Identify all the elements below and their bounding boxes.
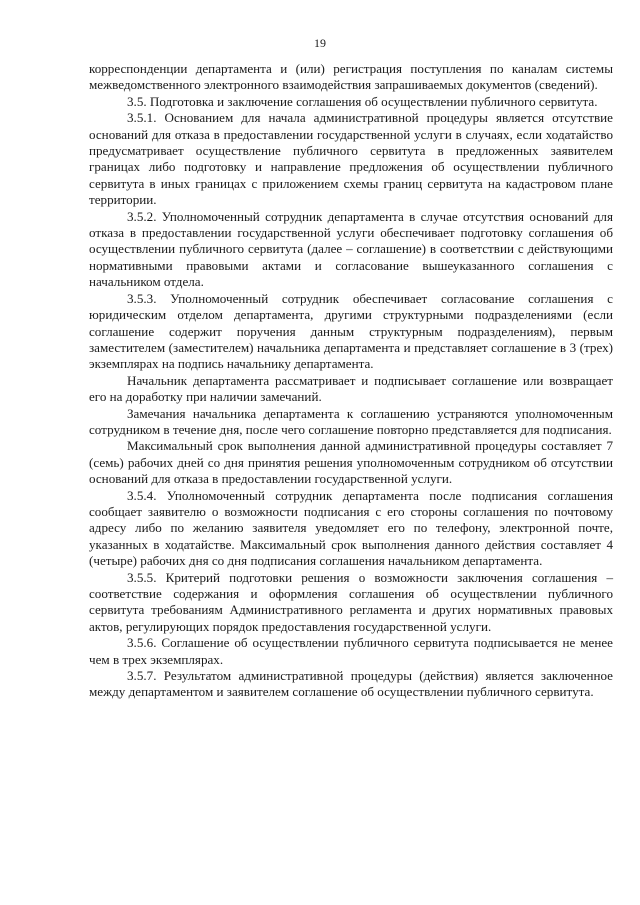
paragraph-3-5: 3.5. Подготовка и заключение соглашения об осуществлении публичного сервитута. [127,93,598,109]
paragraph-3-5-7: 3.5.7. Результатом административной процедуры (действия) является заключенное между департаментом и заявителем соглашение об осуществлении публичного сервитута. [89,668,613,700]
paragraph-3-5-3: 3.5.3. Уполномоченный сотрудник обеспечивает согласование соглашения с юридическим отделом департамента, другими структурными подразделениями (если соглашение содержит поручения данным структурным подразделениям), первым заместителем (заместителем) начальника департамента и представляет соглашение в 3 (трех) экземплярах на подпись начальнику департамента. [89,290,613,372]
document-body [89,61,613,701]
paragraph-3-5-4: 3.5.4. Уполномоченный сотрудник департамента после подписания соглашения сообщает заявителю о возможности подписания с его стороны соглашения по почтовому адресу либо по желанию заявителя уведомляет его по телефону, электронной почте, указанных в ходатайстве. Максимальный срок выполнения данного действия составляет 4 (четыре) рабочих дня со дня подписания соглашения начальником департамента. [89,487,613,569]
paragraph-head-review: Начальник департамента рассматривает и подписывает соглашение или возвращает его на доработку при наличии замечаний. [89,372,613,405]
paragraph-3-5-2: 3.5.2. Уполномоченный сотрудник департамента в случае отсутствия оснований для отказа в предоставлении государственной услуги обеспечивает подготовку соглашения об осуществлении публичного сервитута (далее – соглашение) в соответствии с действующими нормативными правовыми актами и согласование вышеуказанного соглашения с начальником отдела. [89,208,613,290]
paragraph-continuation: корреспонденции департамента и (или) регистрация поступления по каналам системы межведомственного электронного взаимодействия запрашиваемых документов (сведений). [89,61,613,93]
page-number: 19 [314,36,326,50]
paragraph-max-term: Максимальный срок выполнения данной административной процедуры составляет 7 (семь) рабочих дней со дня принятия решения уполномоченным сотрудником об отсутствии оснований для отказа в предоставлении государственной услуги. [89,438,613,487]
paragraph-3-5-5: 3.5.5. Критерий подготовки решения о возможности заключения соглашения – соответствие содержания и оформления соглашения об осуществлении публичного сервитута требованиям Административного регламента и других нормативных правовых актов, регулирующих порядок предоставления государственной услуги. [89,569,613,634]
paragraph-remarks: Замечания начальника департамента к соглашению устраняются уполномоченным сотрудником в течение дня, после чего соглашение повторно представляется для подписания. [89,405,613,437]
paragraph-3-5-6: 3.5.6. Соглашение об осуществлении публичного сервитута подписывается не менее чем в трех экземплярах. [89,635,613,667]
paragraph-3-5-1: 3.5.1. Основанием для начала административной процедуры является отсутствие оснований для отказа в предоставлении государственной услуги в случаях, если ходатайство предусматривает осуществление публичного сервитута в предложенных заявителем границах либо подготовку и направление предложения об осуществлении публичного сервитута в иных границах с приложением схемы границ сервитута на кадастровом плане территории. [89,110,613,208]
